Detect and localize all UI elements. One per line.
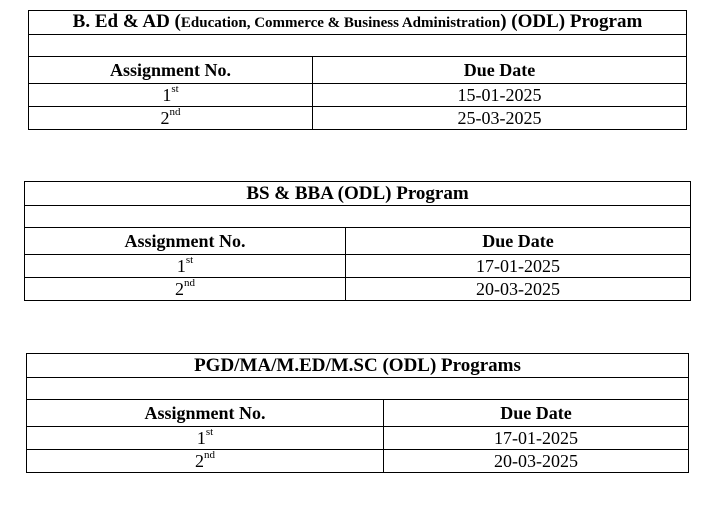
assignment-no-header: Assignment No. [25,228,346,255]
program-title: PGD/MA/M.ED/M.SC (ODL) Programs [27,354,689,378]
due-date: 17-01-2025 [384,427,689,450]
table-row [27,450,689,473]
due-date: 17-01-2025 [346,255,691,278]
assignment-number: 2nd [27,450,384,473]
assignment-number: 1st [27,427,384,450]
blank-row [27,378,689,400]
table-row [25,278,691,301]
table-row [29,107,687,130]
due-date: 15-01-2025 [313,84,687,107]
due-date-header: Due Date [384,400,689,427]
table-row [25,255,691,278]
due-date-header: Due Date [346,228,691,255]
program-title-tail: ) (ODL) Program [500,11,643,32]
assignment-number: 2nd [25,278,346,301]
assignment-number: 2nd [29,107,313,130]
assignment-number: 1st [25,255,346,278]
program-title-main: B. Ed & AD ( [72,11,181,32]
program-title-subtitle: Education, Commerce & Business Administration [180,15,501,31]
blank-row [29,35,687,57]
blank-row [25,206,691,228]
program-title: BS & BBA (ODL) Program [25,182,691,206]
bed-ad-program-table [28,10,687,130]
due-date: 25-03-2025 [313,107,687,130]
assignment-number: 1st [29,84,313,107]
pgd-ma-med-msc-program-table [26,353,689,473]
program-title [29,11,687,35]
assignment-no-header: Assignment No. [27,400,384,427]
bs-bba-program-table [24,181,691,301]
due-date: 20-03-2025 [346,278,691,301]
table-row [27,427,689,450]
due-date-header: Due Date [313,57,687,84]
due-date: 20-03-2025 [384,450,689,473]
table-row [29,84,687,107]
assignment-no-header: Assignment No. [29,57,313,84]
